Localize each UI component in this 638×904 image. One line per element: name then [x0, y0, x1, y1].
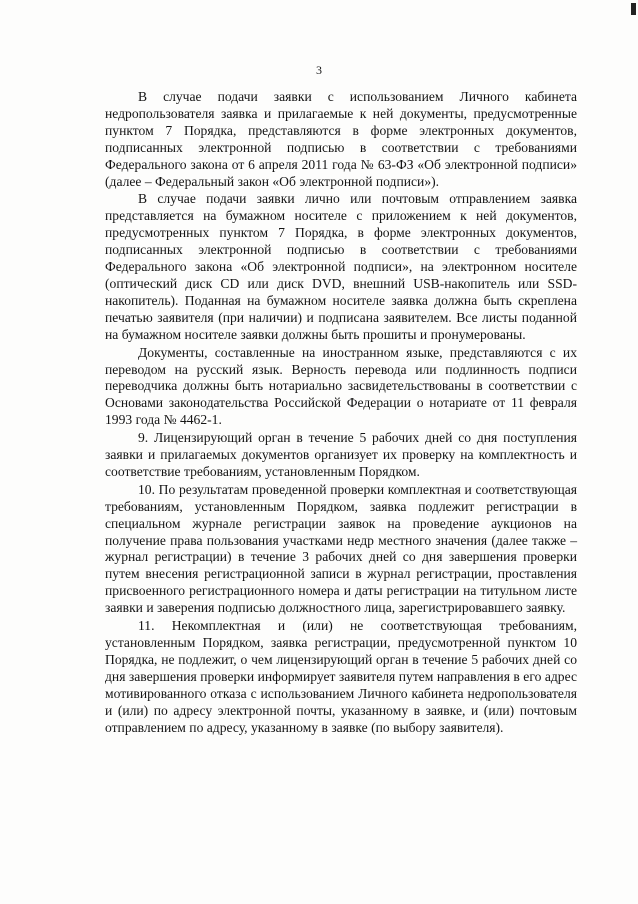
- paragraph-item-9: 9. Лицензирующий орган в течение 5 рабочих дней со дня поступления заявки и прилагаемых документов организует их проверку на комплектность и соответствие требованиям, установленным Порядком.: [105, 430, 577, 479]
- paragraph-foreign-language-documents: Документы, составленные на иностранном языке, представляются с их переводом на русский язык. Верность перевода или подлинность подписи переводчика должны быть нотариально засвидетельствованы в соответствии с Основами законодательства Российской Федерации о нотариате от 11 февраля 1993 года № 4462-1.: [105, 344, 577, 428]
- paragraph-paper-submission: В случае подачи заявки лично или почтовым отправлением заявка представляется на бумажном носителе с приложением к ней документов, предусмотренных пунктом 7 Порядка, в форме электронных документов, подписанных электронной подписью в соответствии с требованиями Федерального закона «Об электронной подписи», на электронном носителе (оптический диск CD или диск DVD, внешний USB-накопитель или SSD-накопитель). Поданная на бумажном носителе заявка должна быть скреплена печатью заявителя (при наличии) и подписана заявителем. Все листы поданной на бумажном носителе заявки должны быть прошиты и пронумерованы.: [105, 191, 577, 342]
- paragraph-item-10: 10. По результатам проведенной проверки комплектная и соответствующая требованиям, установленным Порядком, заявка подлежит регистрации в специальном журнале регистрации заявок на проведение аукционов на получение права пользования участками недр местного значения (далее также – журнал регистрации) в течение 3 рабочих дней со дня завершения проверки путем внесения регистрационной записи в журнал регистрации, проставления присвоенного регистрационного номера и даты регистрации на титульном листе заявки и заверения подписью должностного лица, зарегистрировавшего заявку.: [105, 481, 577, 616]
- page-number: 3: [316, 63, 322, 77]
- document-body: [105, 89, 577, 737]
- paragraph-item-11: 11. Некомплектная и (или) не соответствующая требованиям, установленным Порядком, заявка регистрации, предусмотренной пунктом 10 Порядка, не подлежит, о чем лицензирующий орган в течение 5 рабочих дней со дня завершения проверки информирует заявителя путем направления в его адрес мотивированного отказа с использованием Личного кабинета недропользователя и (или) по адресу электронной почты, указанному в заявке, и (или) почтовым отправлением по адресу, указанному в заявке (по выбору заявителя).: [105, 618, 577, 735]
- scan-edge-mark: [631, 3, 636, 15]
- paragraph-personal-account-submission: В случае подачи заявки с использованием Личного кабинета недропользователя заявка и прилагаемые к ней документы, предусмотренные пунктом 7 Порядка, представляются в форме электронных документов, подписанных электронной подписью в соответствии с требованиями Федерального закона от 6 апреля 2011 года № 63-ФЗ «Об электронной подписи» (далее – Федеральный закон «Об электронной подписи»).: [105, 89, 577, 189]
